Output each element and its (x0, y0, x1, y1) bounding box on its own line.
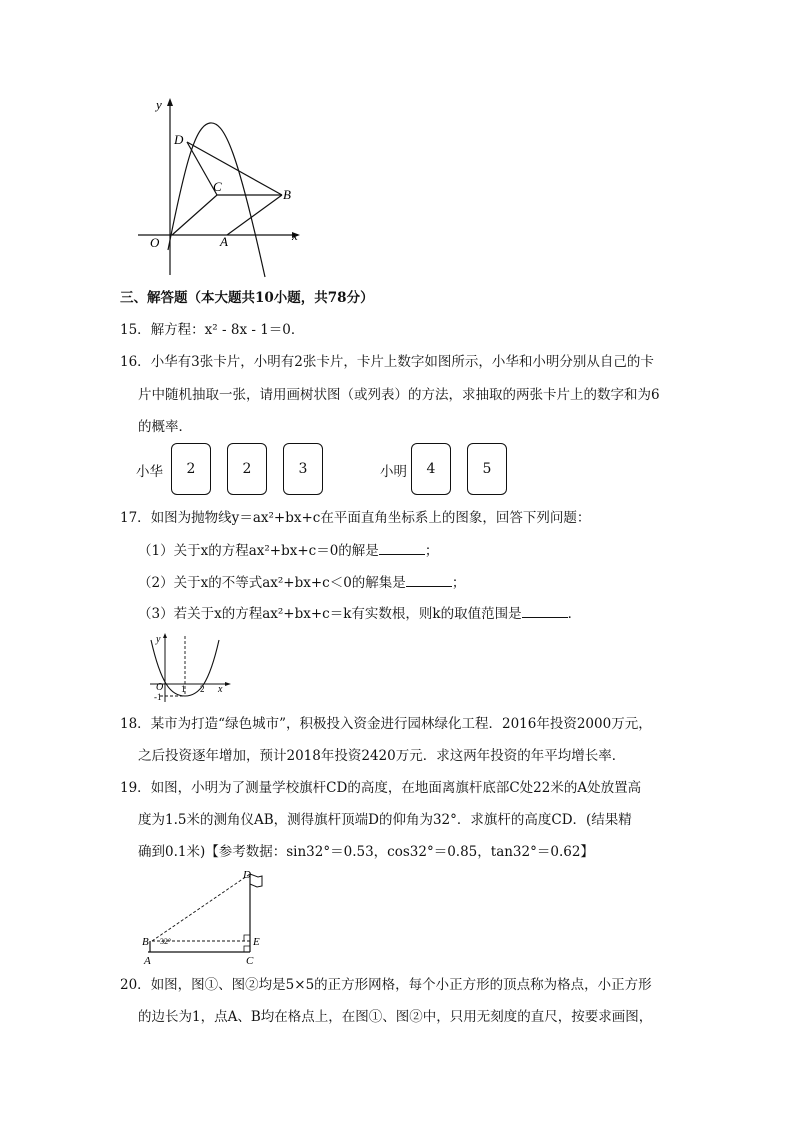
question-number: 18． (120, 716, 151, 732)
origin-label: O (150, 235, 160, 250)
tick-2-label: 2 (200, 684, 205, 694)
xiaohua-card-3: 3 (283, 443, 323, 495)
flagpole-figure (140, 866, 280, 968)
question-19-line1 (120, 778, 641, 798)
angle-label: 32° (160, 937, 172, 946)
point-b-label: B (142, 936, 149, 948)
question-20-line2: 的边长为1，点A、B均在格点上，在图①、图②中，只用无刻度的直尺，按要求画图， (138, 1009, 653, 1025)
tick-neg1-label: -1 (154, 692, 162, 702)
point-d-label: D (243, 869, 251, 881)
y-axis-label: y (156, 634, 161, 645)
question-text: 如图为抛物线y＝ax²+bx+c在平面直角坐标系上的图象，回答下列问题： (150, 510, 591, 526)
question-number: 19． (120, 780, 151, 796)
part-end: ； (424, 543, 439, 559)
part-text: （1）关于x的方程ax²+bx+c＝0的解是 (138, 543, 379, 559)
question-19-line3: 确到0.1米)【参考数据：sin32°＝0.53，cos32°＝0.85，tan32°＝0.62】 (138, 844, 594, 860)
question-18-line1 (120, 714, 652, 734)
question-17-part3 (138, 603, 581, 624)
xiaohua-card-2: 2 (227, 443, 267, 495)
parabola-graph-figure (145, 632, 235, 704)
point-e-label: E (253, 936, 260, 948)
question-16-line3: 的概率． (138, 419, 192, 435)
parabola-quadrilateral-figure (130, 95, 310, 280)
part-text: （3）若关于x的方程ax²+bx+c＝k有实数根，则k的取值范围是 (138, 606, 522, 622)
question-number: 17． (120, 510, 151, 526)
part-end: ； (451, 575, 466, 591)
answer-blank[interactable] (406, 572, 452, 587)
question-17-part1 (138, 540, 438, 561)
xiaohua-card-1: 2 (171, 443, 211, 495)
point-d-label: D (174, 132, 184, 147)
question-text: 小华有3张卡片，小明有2张卡片，卡片上数字如图所示，小华和小明分别从自己的卡 (150, 354, 654, 370)
question-number: 20． (120, 977, 151, 993)
question-20-line1 (120, 975, 652, 995)
question-15 (120, 320, 304, 340)
question-19-line2: 度为1.5米的测角仪AB，测得旗杆顶端D的仰角为32°．求旗杆的高度CD．(结果精 (138, 812, 632, 828)
y-axis-label: y (156, 97, 162, 112)
x-axis-label: x (218, 684, 223, 695)
point-c-label: C (213, 179, 222, 194)
question-18-line2: 之后投资逐年增加，预计2018年投资2420万元．求这两年投资的年平均增长率． (138, 748, 626, 764)
xiaoming-card-2: 5 (467, 443, 507, 495)
question-number: 15． (120, 322, 151, 338)
section-title: 三、解答题（本大题共10小题，共78分） (120, 290, 374, 306)
question-17-part2 (138, 572, 465, 593)
question-text: 如图，图①、图②均是5×5的正方形网格，每个小正方形的顶点称为格点，小正方形 (150, 977, 652, 993)
part-text: （2）关于x的不等式ax²+bx+c＜0的解集是 (138, 575, 406, 591)
question-text: 某市为打造“绿色城市”，积极投入资金进行园林绿化工程．2016年投资2000万元， (150, 716, 652, 732)
question-text: 解方程：x² - 8x - 1＝0． (150, 322, 305, 338)
point-b-label: B (283, 187, 291, 202)
tick-1-label: 1 (181, 684, 186, 694)
point-a-label: A (144, 955, 151, 967)
question-16-line2: 片中随机抽取一张，请用画树状图（或列表）的方法，求抽取的两张卡片上的数字和为6 (138, 387, 660, 403)
question-16-line1 (120, 352, 654, 372)
point-a-label: A (220, 234, 228, 249)
question-number: 16． (120, 354, 151, 370)
question-text: 如图，小明为了测量学校旗杆CD的高度，在地面离旗杆底部C处22米的A处放置高 (150, 780, 642, 796)
origin-label: O (156, 682, 164, 693)
x-axis-label: x (292, 228, 298, 243)
question-17-intro (120, 508, 590, 528)
xiaoming-label: 小明 (380, 464, 407, 480)
xiaoming-card-1: 4 (411, 443, 451, 495)
part-end: ． (567, 606, 582, 622)
xiaohua-label: 小华 (136, 464, 163, 480)
answer-blank[interactable] (379, 540, 425, 555)
point-c-label: C (246, 955, 254, 967)
answer-blank[interactable] (522, 603, 568, 618)
